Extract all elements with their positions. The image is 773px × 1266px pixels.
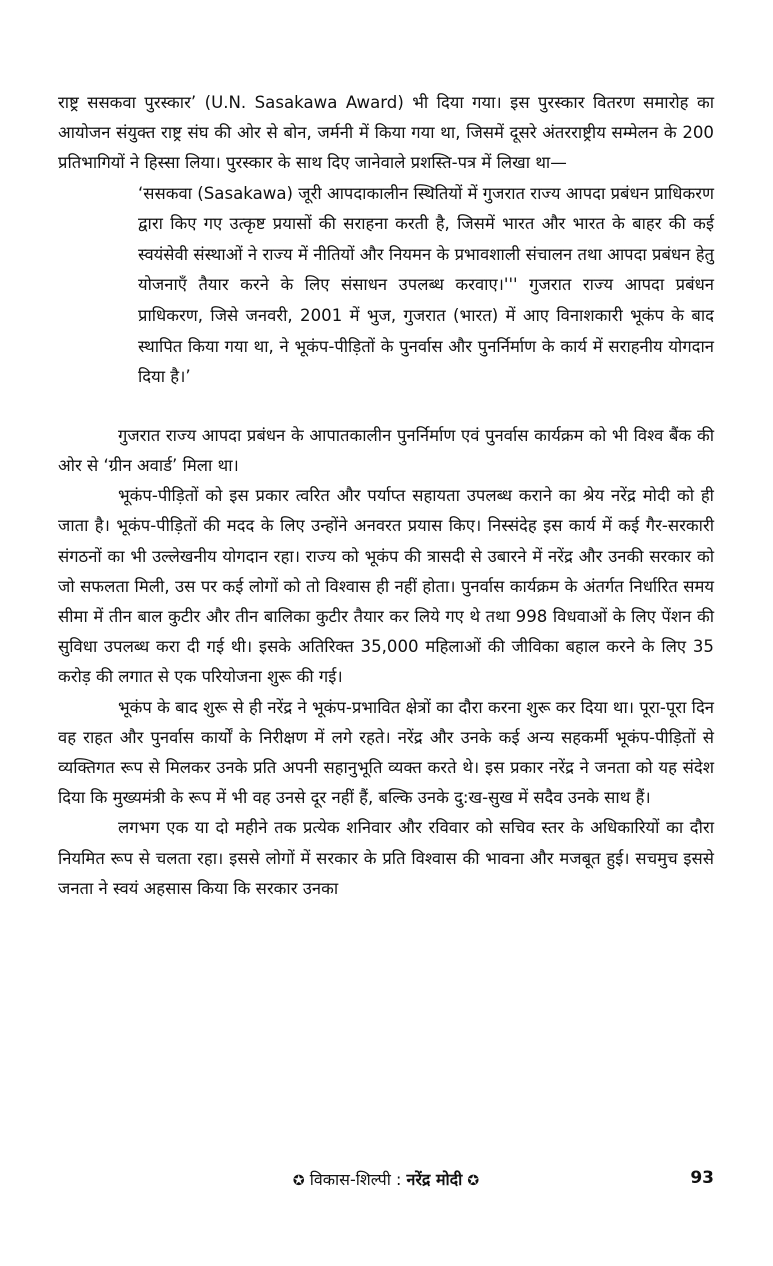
- circle-star-icon: ✪: [292, 1173, 305, 1189]
- page-footer: [58, 1168, 714, 1198]
- page-number: 93: [690, 1168, 714, 1188]
- block-quote: ‘ससकवा (Sasakawa) जूरी आपदाकालीन स्थितियों में गुजरात राज्य आपदा प्रबंधन प्राधिकरण द्वारा किए गए उत्कृष्ट प्रयासों की सराहना करती है, जिसमें भारत और भारत के बाहर की कई स्वयंसेवी संस्थाओं ने राज्य में नीतियों और नियमन के प्रभावशाली संचालन तथा आपदा प्रबंधन हेतु योजनाएँ तैयार करने के लिए संसाधन उपलब्ध करवाए।''' गुजरात राज्य आपदा प्रबंधन प्राधिकरण, जिसे जनवरी, 2001 में भुज, गुजरात (भारत) में आए विनाशकारी भूकंप के बाद स्थापित किया गया था, ने भूकंप-पीड़ितों के पुनर्वास और पुनर्निर्माण के कार्य में सराहनीय योगदान दिया है।’: [138, 183, 714, 387]
- paragraph-5: लगभग एक या दो महीने तक प्रत्येक शनिवार और रविवार को सचिव स्तर के अधिकारियों का दौरा नियमित रूप से चलता रहा। इससे लोगों में सरकार के प्रति विश्वास की भावना और मजबूत हुई। सचमुच इससे जनता ने स्वयं अहसास किया कि सरकार उनका: [58, 818, 714, 898]
- paragraph-1: राष्ट्र ससकवा पुरस्कार’ (U.N. Sasakawa Award) भी दिया गया। इस पुरस्कार वितरण समारोह का आयोजन संयुक्त राष्ट्र संघ की ओर से बोन, जर्मनी में किया गया था, जिसमें दूसरे अंतरराष्ट्रीय सम्मेलन के 200 प्रतिभागियों ने हिस्सा लिया। पुरस्कार के साथ दिए जानेवाले प्रशस्ति-पत्र में लिखा था—: [58, 93, 714, 173]
- paragraph-3: भूकंप-पीड़ितों को इस प्रकार त्वरित और पर्याप्त सहायता उपलब्ध कराने का श्रेय नरेंद्र मोदी को ही जाता है। भूकंप-पीड़ितों की मदद के लिए उन्होंने अनवरत प्रयास किए। निस्संदेह इस कार्य में कई गैर-सरकारी संगठनों का भी उल्लेखनीय योगदान रहा। राज्य को भूकंप की त्रासदी से उबारने में नरेंद्र और उनकी सरकार को जो सफलता मिली, उस पर कई लोगों को तो विश्वास ही नहीं होता। पुनर्वास कार्यक्रम के अंतर्गत निर्धारित समय सीमा में तीन बाल कुटीर और तीन बालिका कुटीर तैयार कर लिये गए थे तथा 998 विधवाओं के लिए पेंशन की सुविधा उपलब्ध करा दी गई थी। इसके अतिरिक्त 35,000 महिलाओं की जीविका बहाल करने के लिए 35 करोड़ की लगात से एक परियोजना शुरू की गई।: [58, 486, 714, 687]
- paragraph-2: गुजरात राज्य आपदा प्रबंधन के आपातकालीन पुनर्निर्माण एवं पुनर्वास कार्यक्रम को भी विश्व बैंक की ओर से ‘ग्रीन अवार्ड’ मिला था।: [58, 425, 714, 475]
- paragraph-4: भूकंप के बाद शुरू से ही नरेंद्र ने भूकंप-प्रभावित क्षेत्रों का दौरा करना शुरू कर दिया था। पूरा-पूरा दिन वह राहत और पुनर्वास कार्यों के निरीक्षण में लगे रहते। नरेंद्र और उनके कई अन्य सहकर्मी भूकंप-पीड़ितों से व्यक्तिगत रूप से मिलकर उनके प्रति अपनी सहानुभूति व्यक्त करते थे। इस प्रकार नरेंद्र ने जनता को यह संदेश दिया कि मुख्यमंत्री के रूप में भी वह उनसे दूर नहीं हैं, बल्कि उनके दु:ख-सुख में सदैव उनके साथ हैं।: [58, 697, 714, 808]
- page-body: [58, 88, 714, 904]
- running-footer: [58, 1168, 714, 1190]
- paragraph-gap: [58, 393, 714, 421]
- footer-series: विकास-शिल्पी :: [309, 1170, 402, 1189]
- circle-star-icon: ✪: [467, 1173, 480, 1189]
- footer-name: नरेंद्र मोदी: [406, 1170, 463, 1189]
